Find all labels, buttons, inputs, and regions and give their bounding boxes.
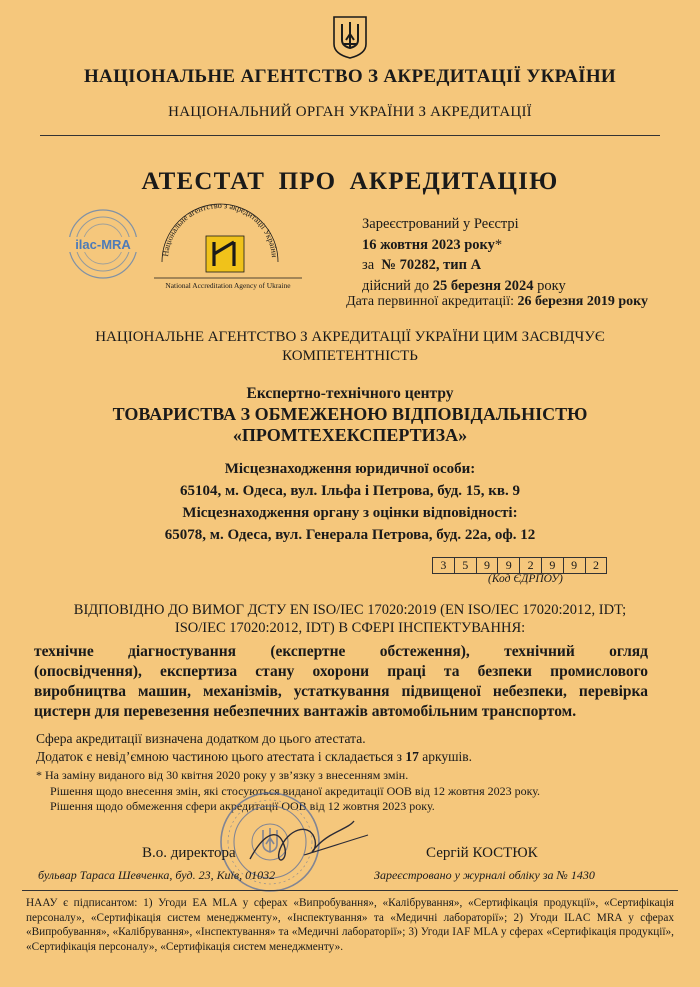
registration-line: Зареєстрований у Реєстрі: [362, 216, 519, 232]
footer-note: НААУ є підписантом: 1) Угоди EA MLA у сферах «Випробування», «Калібрування», «Сертифікація продукції», «Сертифікація персоналу», «Сертифікація систем менеджменту», «Інспектування» та «Медичні лабораторії»; 2) Угоди ILAC MRA у сферах «Випробування», «Калібрування», «Інспектування» та «Медичні лабораторії»; 3) Угоди IAF MLA у сферах «Сертифікація продукції», «Сертифікація персоналу», «Сертифікація систем менеджменту».: [26, 897, 674, 953]
signer-position: В.о. директора: [142, 845, 236, 861]
statement-line: НАЦІОНАЛЬНЕ АГЕНТСТВО З АКРЕДИТАЦІЇ УКРАЇНИ ЦИМ ЗАСВІДЧУЄ: [95, 329, 605, 345]
registration-number: № 70282, тип А: [381, 257, 482, 273]
edrpou-digit: 2: [585, 557, 608, 574]
journal-registration: Зареєстровано у журналі обліку за № 1430: [374, 868, 595, 882]
scope-line: виробництва машин, механізмів, устаткування підвищеної небезпеки, перевірка: [34, 683, 648, 700]
requirements-line: ISO/IEC 17020:2012, IDT) В СФЕРІ ІНСПЕКТУВАННЯ:: [174, 619, 526, 636]
primary-accreditation-date: [346, 294, 648, 310]
statement-line: КОМПЕТЕНТНІСТЬ: [282, 348, 418, 364]
body-address-label: Місцезнаходження органу з оцінки відповідності:: [182, 505, 518, 521]
agency-title: НАЦІОНАЛЬНЕ АГЕНТСТВО З АКРЕДИТАЦІЇ УКРАЇНИ: [83, 66, 617, 87]
naau-caption: National Accreditation Agency of Ukraine: [165, 281, 291, 290]
registration-number-prefix: за: [362, 257, 375, 273]
ilac-logo-text: ilac-MRA: [75, 237, 131, 252]
edrpou-label: (Код ЄДРПОУ): [488, 573, 563, 585]
ilac-mra-logo: [62, 208, 144, 280]
organization-line: Експертно-технічного центру: [246, 385, 454, 402]
agency-subtitle: НАЦІОНАЛЬНИЙ ОРГАН УКРАЇНИ З АКРЕДИТАЦІЇ: [168, 104, 532, 120]
edrpou-digit: 9: [497, 557, 519, 574]
scope-line: цистерн для перевезення небезпечних вантажів автомобільним транспортом.: [34, 703, 577, 720]
edrpou-digit: 5: [454, 557, 476, 574]
registration-block: [362, 214, 566, 296]
trident-emblem-icon: [330, 14, 370, 60]
appendix-sheet-count: 17: [405, 748, 419, 764]
naau-ring-text: Національне агентство з акредитації України: [161, 202, 279, 258]
registration-number-line: [362, 255, 566, 276]
appendix-prefix: Додаток є невід’ємною частиною цього атестата і складається з: [36, 748, 402, 764]
requirements-line: ВІДПОВІДНО ДО ВИМОГ ДСТУ EN ISO/IEC 17020:2019 (EN ISO/IEC 17020:2012, IDT;: [73, 602, 627, 618]
edrpou-code-box: [432, 556, 607, 574]
validity-suffix: року: [537, 277, 566, 294]
edrpou-digit: 9: [563, 557, 585, 574]
organization-name: [0, 383, 700, 446]
registration-date-mark: *: [494, 236, 503, 253]
footer-divider: [22, 890, 678, 891]
organization-line: ТОВАРИСТВА З ОБМЕЖЕНОЮ ВІДПОВІДАЛЬНІСТЮ: [112, 404, 588, 424]
legal-address-label: Місцезнаходження юридичної особи:: [224, 461, 476, 477]
note-line: * На заміну виданого від 30 квітня 2020 року у зв’язку з внесенням змін.: [36, 768, 409, 782]
scope-line: технічне діагностування (експертне обстеження), технічний огляд: [34, 643, 648, 660]
appendix-line: [36, 748, 472, 766]
registration-date-line: [362, 235, 566, 256]
appendix-info: [36, 730, 472, 765]
validity-line: [362, 276, 566, 297]
registration-date: 16 жовтня 2023 року: [362, 236, 495, 253]
certification-statement: [0, 328, 700, 366]
addresses: [0, 458, 700, 546]
primary-date-label: Дата первинної акредитації:: [346, 294, 515, 309]
requirements-text: [0, 602, 700, 637]
scope-line: (опосвідчення), експертиза стану охорони праці та безпеки промислового: [34, 663, 648, 680]
edrpou-digit: 3: [432, 557, 454, 574]
edrpou-digit: 2: [519, 557, 541, 574]
organization-line: «ПРОМТЕХЕКСПЕРТИЗА»: [232, 425, 468, 445]
validity-date: 25 березня 2024: [432, 277, 534, 294]
agency-address: бульвар Тараса Шевченка, буд. 23, Київ, 01032: [38, 868, 276, 882]
naau-logo: [148, 202, 308, 296]
primary-date-value: 26 березня 2019 року: [517, 294, 648, 309]
signer-name: Сергій КОСТЮК: [426, 845, 538, 861]
validity-prefix: дійсний до: [362, 277, 430, 294]
certificate-title: АТЕСТАТ ПРО АКРЕДИТАЦІЮ: [141, 168, 559, 195]
edrpou-digit: 9: [476, 557, 498, 574]
handwritten-signature-icon: [244, 815, 374, 875]
accreditation-scope: [34, 642, 648, 722]
body-address: 65078, м. Одеса, вул. Генерала Петрова, буд. 22а, оф. 12: [164, 527, 536, 543]
appendix-suffix: аркушів.: [422, 748, 472, 764]
legal-address: 65104, м. Одеса, вул. Ільфа і Петрова, буд. 15, кв. 9: [179, 483, 521, 499]
edrpou-digit: 9: [541, 557, 563, 574]
note-line: Рішення щодо внесення змін, які стосуються виданої акредитації ООВ від 12 жовтня 2023 року.: [50, 783, 541, 798]
note-line: Рішення щодо обмеження сфери акредитації ООВ від 12 жовтня 2023 року.: [50, 799, 435, 813]
header-divider: [40, 135, 660, 136]
appendix-line: Сфера акредитації визначена додатком до цього атестата.: [36, 731, 366, 746]
